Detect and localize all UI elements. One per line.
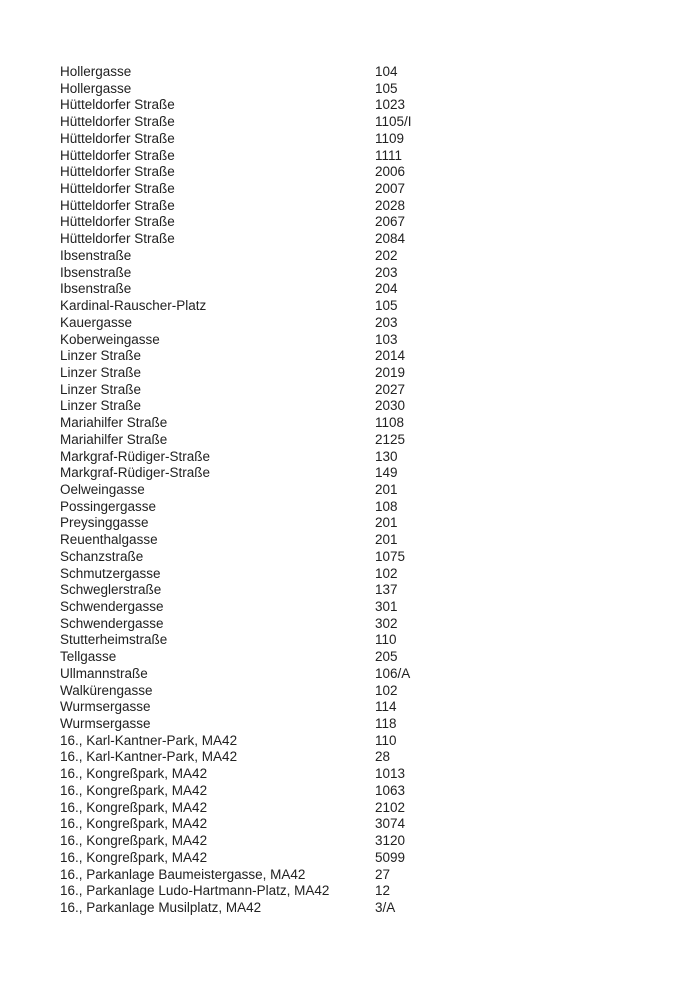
address-list (60, 64, 700, 917)
list-row (60, 114, 700, 131)
location-number: 114 (375, 699, 397, 715)
list-row (60, 716, 700, 733)
location-number: 1023 (375, 97, 406, 113)
location-number: 201 (375, 532, 398, 548)
location-number: 301 (375, 599, 398, 614)
location-number: 102 (375, 682, 398, 698)
list-row (60, 666, 700, 683)
location-number: 202 (375, 247, 398, 263)
location-name: Ibsenstraße (60, 264, 132, 280)
location-name: Linzer Straße (60, 398, 142, 414)
list-row (60, 315, 700, 332)
location-number: 2014 (375, 348, 406, 364)
location-number: 12 (375, 883, 391, 899)
location-number: 2028 (375, 197, 406, 213)
list-row (60, 97, 700, 114)
location-name: 16., Kongreßpark, MA42 (60, 766, 208, 782)
list-row (60, 766, 700, 783)
location-name: Hütteldorfer Straße (60, 130, 175, 146)
location-number: 27 (375, 866, 391, 882)
location-name: Ibsenstraße (60, 247, 132, 263)
location-name: Schmutzergasse (60, 565, 161, 581)
location-number: 110 (375, 632, 397, 648)
list-row (60, 265, 700, 282)
location-number: 2027 (375, 381, 406, 397)
location-number: 149 (375, 465, 398, 481)
list-row (60, 816, 700, 833)
list-row (60, 883, 700, 900)
list-row (60, 699, 700, 716)
list-row (60, 499, 700, 516)
location-name: Ibsenstraße (60, 281, 132, 297)
list-row (60, 850, 700, 867)
location-number: 105 (375, 298, 398, 314)
location-name: Kauergasse (60, 314, 133, 330)
location-name: Reuenthalgasse (60, 532, 158, 548)
location-number: 106/A (375, 665, 411, 681)
list-row (60, 900, 700, 917)
location-name: 16., Kongreßpark, MA42 (60, 833, 208, 849)
location-name: Hollergasse (60, 80, 132, 96)
location-number: 1111 (375, 147, 403, 163)
location-name: Hollergasse (60, 64, 132, 79)
location-name: Hütteldorfer Straße (60, 197, 175, 213)
location-name: 16., Kongreßpark, MA42 (60, 782, 208, 798)
location-name: Markgraf-Rüdiger-Straße (60, 465, 211, 481)
location-number: 105 (375, 80, 398, 96)
list-row (60, 800, 700, 817)
location-number: 102 (375, 565, 398, 581)
location-name: 16., Karl-Kantner-Park, MA42 (60, 732, 238, 748)
location-number: 204 (375, 281, 398, 297)
location-name: 16., Parkanlage Musilplatz, MA42 (60, 899, 262, 915)
location-number: 2102 (375, 799, 406, 815)
location-number: 103 (375, 331, 398, 347)
list-row (60, 281, 700, 298)
list-row (60, 432, 700, 449)
location-number: 104 (375, 64, 398, 79)
list-row (60, 398, 700, 415)
list-row (60, 64, 700, 81)
location-number: 1063 (375, 782, 406, 798)
list-row (60, 248, 700, 265)
location-name: Mariahilfer Straße (60, 415, 168, 431)
location-number: 1105/I (375, 114, 412, 130)
location-name: Wurmsergasse (60, 699, 151, 715)
location-name: Schwendergasse (60, 615, 164, 631)
list-row (60, 733, 700, 750)
location-name: Hütteldorfer Straße (60, 164, 175, 180)
location-number: 205 (375, 649, 398, 665)
location-number: 5099 (375, 849, 406, 865)
list-row (60, 749, 700, 766)
list-row (60, 599, 700, 616)
location-number: 118 (375, 716, 397, 732)
location-name: Schwendergasse (60, 599, 164, 614)
location-number: 2007 (375, 181, 406, 197)
location-number: 2067 (375, 214, 406, 230)
location-name: 16., Kongreßpark, MA42 (60, 816, 208, 832)
list-row (60, 415, 700, 432)
location-name: Tellgasse (60, 649, 117, 665)
location-number: 108 (375, 498, 398, 514)
list-row (60, 616, 700, 633)
location-number: 203 (375, 264, 398, 280)
location-number: 302 (375, 615, 398, 631)
list-row (60, 482, 700, 499)
list-row (60, 649, 700, 666)
location-name: Possingergasse (60, 498, 157, 514)
list-row (60, 214, 700, 231)
location-number: 137 (375, 582, 398, 598)
list-row (60, 231, 700, 248)
location-name: Hütteldorfer Straße (60, 214, 175, 230)
location-name: 16., Kongreßpark, MA42 (60, 849, 208, 865)
location-number: 2006 (375, 164, 406, 180)
list-row (60, 683, 700, 700)
location-name: Hütteldorfer Straße (60, 114, 175, 130)
location-name: Hütteldorfer Straße (60, 97, 175, 113)
location-name: Kardinal-Rauscher-Platz (60, 298, 207, 314)
location-name: Walkürengasse (60, 682, 153, 698)
location-number: 1109 (375, 130, 405, 146)
list-row (60, 131, 700, 148)
location-number: 2084 (375, 231, 406, 247)
location-name: Preysinggasse (60, 515, 149, 531)
list-row (60, 365, 700, 382)
location-number: 201 (375, 481, 398, 497)
list-row (60, 332, 700, 349)
location-name: Linzer Straße (60, 364, 142, 380)
location-name: Wurmsergasse (60, 716, 151, 732)
location-name: 16., Parkanlage Ludo-Hartmann-Platz, MA42 (60, 883, 330, 899)
list-row (60, 549, 700, 566)
list-row (60, 632, 700, 649)
location-number: 203 (375, 314, 398, 330)
location-number: 3/A (375, 899, 396, 915)
location-name: Linzer Straße (60, 348, 142, 364)
location-name: Schanzstraße (60, 548, 144, 564)
list-row (60, 382, 700, 399)
list-row (60, 833, 700, 850)
location-name: Koberweingasse (60, 331, 160, 347)
list-row (60, 582, 700, 599)
list-row (60, 148, 700, 165)
location-number: 3074 (375, 816, 406, 832)
location-name: Ullmannstraße (60, 665, 148, 681)
location-number: 130 (375, 448, 398, 464)
location-name: Mariahilfer Straße (60, 431, 168, 447)
location-name: Linzer Straße (60, 381, 142, 397)
location-number: 1075 (375, 548, 406, 564)
location-number: 110 (375, 732, 397, 748)
location-name: Stutterheimstraße (60, 632, 168, 648)
location-name: 16., Kongreßpark, MA42 (60, 799, 208, 815)
list-row (60, 465, 700, 482)
location-number: 3120 (375, 833, 406, 849)
location-number: 201 (375, 515, 398, 531)
list-row (60, 532, 700, 549)
location-number: 1013 (375, 766, 406, 782)
list-row (60, 348, 700, 365)
location-name: Oelweingasse (60, 481, 145, 497)
location-name: 16., Karl-Kantner-Park, MA42 (60, 749, 238, 765)
list-row (60, 181, 700, 198)
location-name: Schweglerstraße (60, 582, 162, 598)
location-name: Hütteldorfer Straße (60, 181, 175, 197)
location-number: 1108 (375, 415, 405, 431)
location-number: 2030 (375, 398, 406, 414)
location-name: Hütteldorfer Straße (60, 231, 175, 247)
location-name: Hütteldorfer Straße (60, 147, 175, 163)
location-number: 2019 (375, 364, 406, 380)
list-row (60, 566, 700, 583)
location-number: 2125 (375, 431, 406, 447)
list-row (60, 449, 700, 466)
location-number: 28 (375, 749, 391, 765)
list-row (60, 198, 700, 215)
location-name: Markgraf-Rüdiger-Straße (60, 448, 211, 464)
list-row (60, 867, 700, 884)
list-row (60, 164, 700, 181)
list-row (60, 298, 700, 315)
list-row (60, 81, 700, 98)
list-row (60, 515, 700, 532)
location-name: 16., Parkanlage Baumeistergasse, MA42 (60, 866, 306, 882)
list-row (60, 783, 700, 800)
